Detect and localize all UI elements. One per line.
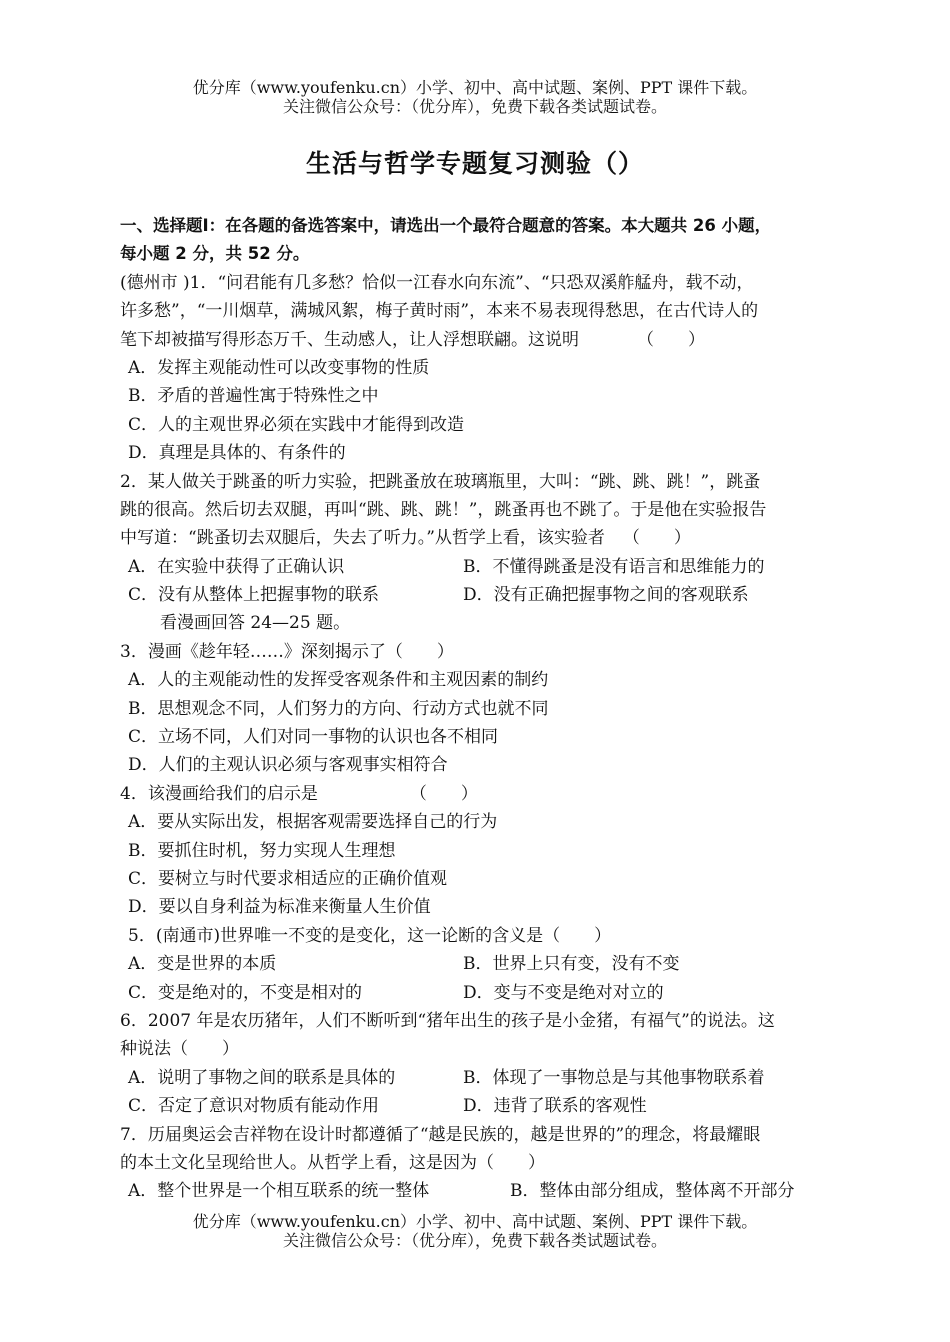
q7-option-b: B．整体由部分组成，整体离不开部分 [510, 1181, 795, 1202]
section-heading-line-2: 每小题 2 分，共 52 分。 [120, 244, 310, 264]
q4-option-c: C．要树立与时代要求相适应的正确价值观 [128, 868, 448, 889]
q3-option-a: A．人的主观能动性的发挥受客观条件和主观因素的制约 [128, 670, 549, 691]
q6-stem-line-2: 种说法（ ） [120, 1039, 239, 1060]
q2-options-row-1 [120, 553, 865, 581]
q5-option-d: D．变与不变是绝对对立的 [463, 982, 664, 1003]
header-line-1: 优分库（www.youfenku.cn）小学、初中、高中试题、案例、PPT 课件下载。 [192, 78, 758, 97]
q2-answer-paren: （ ） [622, 528, 691, 549]
q1-option-a: A．发挥主观能动性可以改变事物的性质 [128, 357, 430, 378]
q6-options-row-1 [120, 1064, 865, 1092]
q6-option-c: C．否定了意识对物质有能动作用 [128, 1096, 380, 1117]
q4-option-a: A．要从实际出发，根据客观需要选择自己的行为 [128, 812, 498, 833]
q4-answer-paren: （ ） [409, 783, 478, 804]
section-heading-line-1: 一、选择题Ⅰ：在各题的备选答案中，请选出一个最符合题意的答案。本大题共 26 小题， [120, 216, 772, 235]
q6-option-b: B．体现了一事物总是与其他事物联系着 [463, 1067, 765, 1088]
q6-stem-line-1: 6．2007 年是农历猪年，人们不断听到“猪年出生的孩子是小金猪，有福气”的说法。这 [120, 1010, 775, 1031]
q3-option-b: B．思想观念不同，人们努力的方向、行动方式也就不同 [128, 698, 549, 719]
q4-option-d: D．要以自身利益为标准来衡量人生价值 [128, 897, 431, 918]
page-title: 生活与哲学专题复习测验（） [305, 149, 644, 178]
footer-line-2: 关注微信公众号：（优分库），免费下载各类试题试卷。 [282, 1231, 667, 1250]
q2-options-row-2 [120, 581, 865, 609]
q1-option-b: B．矛盾的普遍性寓于特殊性之中 [128, 386, 379, 407]
q2-option-b: B．不懂得跳蚤是没有语言和思维能力的 [463, 556, 765, 577]
q4-stem [120, 780, 865, 808]
q2-option-d: D．没有正确把握事物之间的客观联系 [463, 585, 749, 606]
q5-option-c: C．变是绝对的，不变是相对的 [128, 982, 363, 1003]
q1-option-d: D．真理是具体的、有条件的 [128, 443, 346, 464]
q1-answer-paren: （ ） [637, 329, 705, 350]
q5-options-row-1 [120, 950, 865, 978]
q1-option-c: C．人的主观世界必须在实践中才能得到改造 [128, 414, 465, 435]
q1-stem-line-3 [120, 326, 865, 354]
q4-option-b: B．要抓住时机，努力实现人生理想 [128, 840, 396, 861]
q5-option-a: A．变是世界的本质 [128, 954, 277, 975]
q7-stem-line-1: 7．历届奥运会吉祥物在设计时都遵循了“越是民族的，越是世界的”的理念，将最耀眼 [120, 1124, 761, 1145]
q5-option-b: B．世界上只有变，没有不变 [463, 954, 680, 975]
q1-stem-line-1: (德州市 )1．“问君能有几多愁？恰似一江春水向东流”、“只恐双溪舴艋舟，载不动， [120, 272, 754, 293]
q3-option-d: D．人们的主观认识必须与客观事实相符合 [128, 755, 448, 776]
q2-option-a: A．在实验中获得了正确认识 [128, 556, 345, 577]
q3-option-c: C．立场不同，人们对同一事物的认识也各不相同 [128, 727, 499, 748]
q2-stem-text: 中写道：“跳蚤切去双腿后，失去了听力。”从哲学上看，该实验者 [120, 528, 605, 549]
q1-stem-text: 笔下却被描写得形态万千、生动感人，让人浮想联翩。这说明 [120, 329, 579, 350]
q7-options-row-1 [120, 1177, 865, 1205]
q5-options-row-2 [120, 979, 865, 1007]
q2-stem-line-2: 跳的很高。然后切去双腿，再叫“跳、跳、跳！”，跳蚤再也不跳了。于是他在实验报告 [120, 499, 767, 520]
q1-stem-line-2: 许多愁”，“一川烟草，满城风絮，梅子黄时雨”，本来不易表现得愁思，在古代诗人的 [120, 301, 759, 322]
q2-option-c: C．没有从整体上把握事物的联系 [128, 585, 380, 606]
header-line-2: 关注微信公众号：（优分库），免费下载各类试题试卷。 [282, 97, 667, 116]
q5-stem: 5．(南通市)世界唯一不变的是变化，这一论断的含义是（ ） [128, 925, 612, 946]
question-body [120, 212, 865, 1206]
q4-stem-text: 4．该漫画给我们的启示是 [120, 783, 318, 804]
q2-note: 看漫画回答 24—25 题。 [160, 613, 351, 634]
q6-option-a: A．说明了事物之间的联系是具体的 [128, 1067, 396, 1088]
q2-stem-line-3 [120, 524, 865, 552]
footer-line-1: 优分库（www.youfenku.cn）小学、初中、高中试题、案例、PPT 课件下载。 [192, 1212, 758, 1231]
q7-option-a: A．整个世界是一个相互联系的统一整体 [128, 1181, 430, 1202]
q2-stem-line-1: 2．某人做关于跳蚤的听力实验，把跳蚤放在玻璃瓶里，大叫：“跳、跳、跳！”，跳蚤 [120, 471, 761, 492]
q6-options-row-2 [120, 1092, 865, 1120]
q7-stem-line-2: 的本土文化呈现给世人。从哲学上看，这是因为（ ） [120, 1152, 545, 1173]
q6-option-d: D．违背了联系的客观性 [463, 1096, 647, 1117]
q3-stem: 3．漫画《趁年轻……》深刻揭示了（ ） [120, 641, 454, 662]
